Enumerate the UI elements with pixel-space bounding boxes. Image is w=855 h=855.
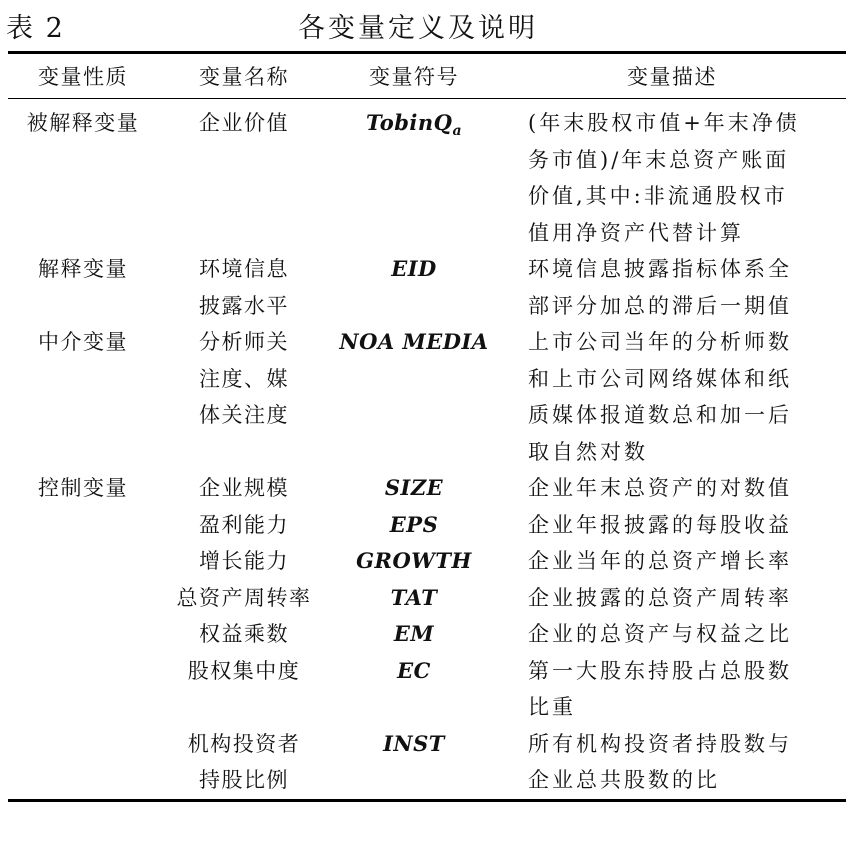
variable-description-line: 比重 <box>528 695 576 719</box>
header-variable-type: 变量性质 <box>38 65 128 89</box>
variable-name-line: 分析师关 <box>199 330 289 354</box>
variable-type-cell <box>8 543 158 580</box>
variable-name-cell <box>158 99 330 252</box>
variable-description-line: 环境信息披露指标体系全 <box>528 257 792 281</box>
variable-description-line: 企业披露的总资产周转率 <box>528 585 792 610</box>
variable-description-cell <box>498 580 846 617</box>
variable-name-line: 注度、媒 <box>199 366 289 391</box>
variable-description-line: (年末股权市值+年末净债 <box>528 111 800 135</box>
variable-type-cell: 被解释变量 <box>26 111 140 135</box>
variable-description-cell <box>498 616 846 653</box>
variable-symbol-subscript: a <box>452 123 463 139</box>
variable-symbol: EID <box>391 256 437 281</box>
variable-definition-table <box>8 51 846 802</box>
variable-symbol-cell <box>330 507 498 544</box>
variable-symbol: EPS <box>389 511 439 537</box>
table-row <box>8 616 846 653</box>
table-row <box>8 653 846 726</box>
variable-description-cell <box>498 726 846 801</box>
variable-symbol-cell <box>330 99 498 252</box>
variable-symbol: INST <box>383 730 445 756</box>
variable-type-cell: 解释变量 <box>38 257 128 281</box>
table-caption <box>6 6 849 46</box>
variable-symbol: GROWTH <box>356 548 472 573</box>
table-row <box>8 251 846 324</box>
table-number: 表 2 <box>6 13 65 44</box>
variable-symbol: EM <box>393 621 435 646</box>
variable-name-line: 权益乘数 <box>199 622 289 646</box>
variable-symbol: SIZE <box>384 475 444 500</box>
variable-type-cell <box>8 580 158 617</box>
variable-symbol-cell <box>330 616 498 653</box>
table-row <box>8 543 846 580</box>
table-row <box>8 726 846 801</box>
table-row <box>8 507 846 544</box>
variable-name-cell <box>158 251 330 324</box>
variable-name-line: 环境信息 <box>199 257 289 281</box>
header-variable-symbol: 变量符号 <box>369 65 459 89</box>
variable-description-line: 质媒体报道数总和加一后 <box>528 403 792 427</box>
variable-symbol-cell <box>330 543 498 580</box>
variable-name-line: 披露水平 <box>199 293 289 318</box>
variable-description-cell <box>498 251 846 324</box>
variable-name-line: 增长能力 <box>199 549 289 573</box>
variable-description-line: 企业的总资产与权益之比 <box>528 622 792 646</box>
variable-name-cell <box>158 616 330 653</box>
variable-symbol-cell <box>330 653 498 726</box>
variable-name-cell <box>158 653 330 726</box>
variable-name-line: 股权集中度 <box>187 658 301 683</box>
variable-name-line: 机构投资者 <box>187 731 301 756</box>
table-body <box>8 99 846 801</box>
variable-symbol-cell <box>330 324 498 470</box>
variable-name-cell <box>158 543 330 580</box>
variable-description-line: 第一大股东持股占总股数 <box>528 658 792 683</box>
variable-description-cell <box>498 470 846 507</box>
variable-description-line: 和上市公司网络媒体和纸 <box>528 366 792 391</box>
variable-description-line: 价值,其中:非流通股权市 <box>528 184 788 208</box>
variable-symbol-cell <box>330 251 498 324</box>
variable-name-line: 企业规模 <box>199 476 289 500</box>
variable-name-cell <box>158 726 330 801</box>
table-row <box>8 580 846 617</box>
variable-description-line: 值用净资产代替计算 <box>528 220 744 245</box>
variable-symbol: TAT <box>390 584 438 610</box>
variable-name-line: 企业价值 <box>199 111 289 135</box>
variable-name-cell <box>158 470 330 507</box>
variable-type-cell <box>8 726 158 801</box>
variable-symbol-cell <box>330 726 498 801</box>
variable-description-line: 上市公司当年的分析师数 <box>528 330 792 354</box>
variable-description-line: 所有机构投资者持股数与 <box>528 731 792 756</box>
variable-description-line: 务市值)/年末总资产账面 <box>528 147 790 172</box>
variable-symbol: TobinQ <box>365 110 453 135</box>
variable-name-line: 总资产周转率 <box>176 585 312 610</box>
variable-description-cell <box>498 324 846 470</box>
variable-symbol-cell <box>330 470 498 507</box>
variable-description-line: 部评分加总的滞后一期值 <box>528 293 792 318</box>
variable-type-cell <box>8 653 158 726</box>
variable-type-cell: 控制变量 <box>38 476 128 500</box>
variable-name-cell <box>158 507 330 544</box>
variable-symbol-cell <box>330 580 498 617</box>
table-row <box>8 470 846 507</box>
header-row <box>8 53 846 99</box>
variable-description-line: 取自然对数 <box>528 439 648 464</box>
table-title: 各变量定义及说明 <box>298 13 538 44</box>
variable-symbol: EC <box>397 657 431 683</box>
variable-description-cell <box>498 543 846 580</box>
variable-type-cell <box>8 616 158 653</box>
variable-description-line: 企业年末总资产的对数值 <box>528 476 792 500</box>
table-row <box>8 324 846 470</box>
variable-description-cell <box>498 99 846 252</box>
variable-type-cell: 中介变量 <box>38 330 128 354</box>
header-variable-name: 变量名称 <box>199 65 289 89</box>
variable-name-line: 持股比例 <box>199 768 289 792</box>
table-row <box>8 99 846 252</box>
variable-name-line: 盈利能力 <box>199 512 289 537</box>
variable-name-line: 体关注度 <box>199 403 289 427</box>
variable-description-line: 企业总共股数的比 <box>528 768 720 792</box>
variable-type-cell <box>8 507 158 544</box>
variable-symbol: NOA MEDIA <box>339 329 489 354</box>
variable-name-cell <box>158 580 330 617</box>
table-header <box>8 53 846 99</box>
variable-description-cell <box>498 507 846 544</box>
header-variable-description: 变量描述 <box>627 65 717 89</box>
variable-description-cell <box>498 653 846 726</box>
variable-description-line: 企业年报披露的每股收益 <box>528 512 792 537</box>
variable-description-line: 企业当年的总资产增长率 <box>528 549 792 573</box>
variable-name-cell <box>158 324 330 470</box>
